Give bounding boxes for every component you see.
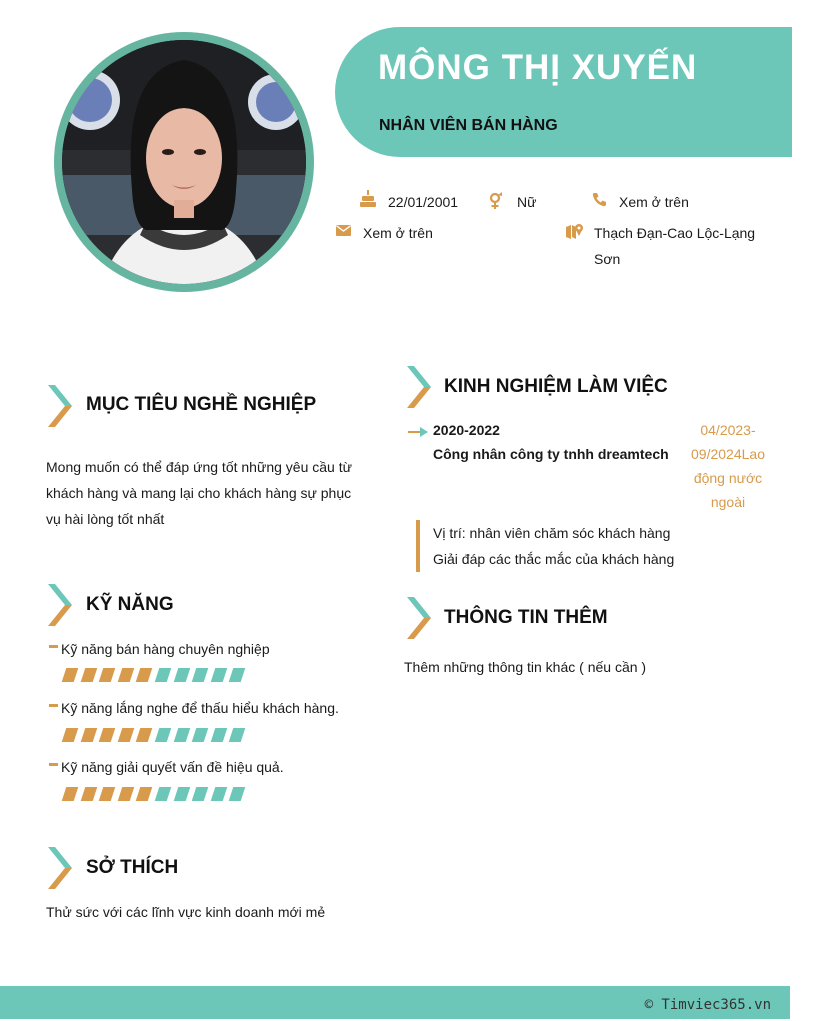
phone-value: Xem ở trên [619,194,689,210]
additional-title: THÔNG TIN THÊM [444,607,608,628]
profile-photo [62,40,306,284]
skill-segment-empty [192,787,209,801]
gender-icon [489,192,503,210]
skill-segment-empty [211,668,228,682]
skill-segment-filled [80,728,97,742]
skill-segment-filled [118,728,135,742]
skill-label: Kỹ năng lắng nghe để thấu hiểu khách hàng. [61,700,339,716]
skills-title: KỸ NĂNG [86,594,174,615]
skill-rating-bar [64,787,250,801]
birthday-cake-icon [360,190,376,208]
objective-title: MỤC TIÊU NGHỀ NGHIỆP [86,394,317,415]
skill-bullet [49,645,58,648]
skill-segment-filled [80,787,97,801]
experience-company: Công nhân công ty tnhh dreamtech [433,446,669,462]
chevron-icon [46,584,72,626]
skill-segment-empty [229,728,246,742]
objective-text: Mong muốn có thể đáp ứng tốt những yêu cầu từ khách hàng và mang lại cho khách hàng sự phục vụ hài lòng tốt nhất [46,459,352,527]
skill-bullet [49,763,58,766]
mail-icon [336,225,351,236]
arrow-icon [408,424,428,442]
hobbies-title: SỞ THÍCH [86,857,179,878]
skill-segment-filled [99,787,116,801]
phone-icon [592,192,607,207]
email-value: Xem ở trên [363,225,433,241]
skill-bullet [49,704,58,707]
skill-segment-filled [136,728,153,742]
job-title: NHÂN VIÊN BÁN HÀNG [379,117,558,134]
skill-rating-bar [64,668,250,682]
skill-segment-filled [62,728,79,742]
skill-segment-empty [192,668,209,682]
candidate-name: MÔNG THỊ XUYẾN [378,48,698,87]
skill-segment-empty [229,668,246,682]
hobbies-text: Thử sức với các lĩnh vực kinh doanh mới mẻ [46,904,326,920]
skill-segment-empty [155,668,172,682]
skill-segment-empty [211,787,228,801]
avatar [54,32,314,292]
map-location-icon [566,223,583,239]
skill-label: Kỹ năng bán hàng chuyên nghiệp [61,641,270,657]
skill-segment-empty [192,728,209,742]
skill-segment-empty [229,787,246,801]
skill-segment-empty [211,728,228,742]
skill-segment-filled [118,668,135,682]
skill-segment-filled [99,728,116,742]
copyright: © Timviec365.vn [644,997,771,1013]
experience-details: Vị trí: nhân viên chăm sóc khách hàng Giải đáp các thắc mắc của khách hàng [433,525,675,567]
address-line-2: Sơn [594,251,621,267]
footer-bar [0,986,790,1019]
chevron-icon [405,366,431,408]
additional-text: Thêm những thông tin khác ( nếu cần ) [404,659,647,675]
skill-segment-filled [62,668,79,682]
header-banner [335,27,792,157]
skill-segment-empty [155,728,172,742]
skill-segment-filled [136,787,153,801]
skill-segment-empty [173,668,190,682]
skill-segment-filled [80,668,97,682]
skill-segment-empty [155,787,172,801]
skill-segment-filled [118,787,135,801]
skill-rating-bar [64,728,250,742]
address-line-1: Thạch Đạn-Cao Lộc-Lạng [594,225,756,241]
chevron-icon [46,847,72,889]
gender-value: Nữ [517,194,537,210]
experience-time: 2020-2022 [433,422,500,438]
birthday-value: 22/01/2001 [388,194,459,210]
skill-segment-empty [173,728,190,742]
experience-date: 04/2023- 09/2024Lao động nước ngoài [691,422,765,510]
skill-segment-filled [136,668,153,682]
skill-label: Kỹ năng giải quyết vấn đề hiệu quả. [61,759,284,775]
chevron-icon [405,597,431,639]
skill-segment-empty [173,787,190,801]
skill-segment-filled [62,787,79,801]
experience-title: KINH NGHIỆM LÀM VIỆC [444,376,668,397]
experience-detail-bar [416,520,420,572]
skill-segment-filled [99,668,116,682]
chevron-icon [46,385,72,427]
